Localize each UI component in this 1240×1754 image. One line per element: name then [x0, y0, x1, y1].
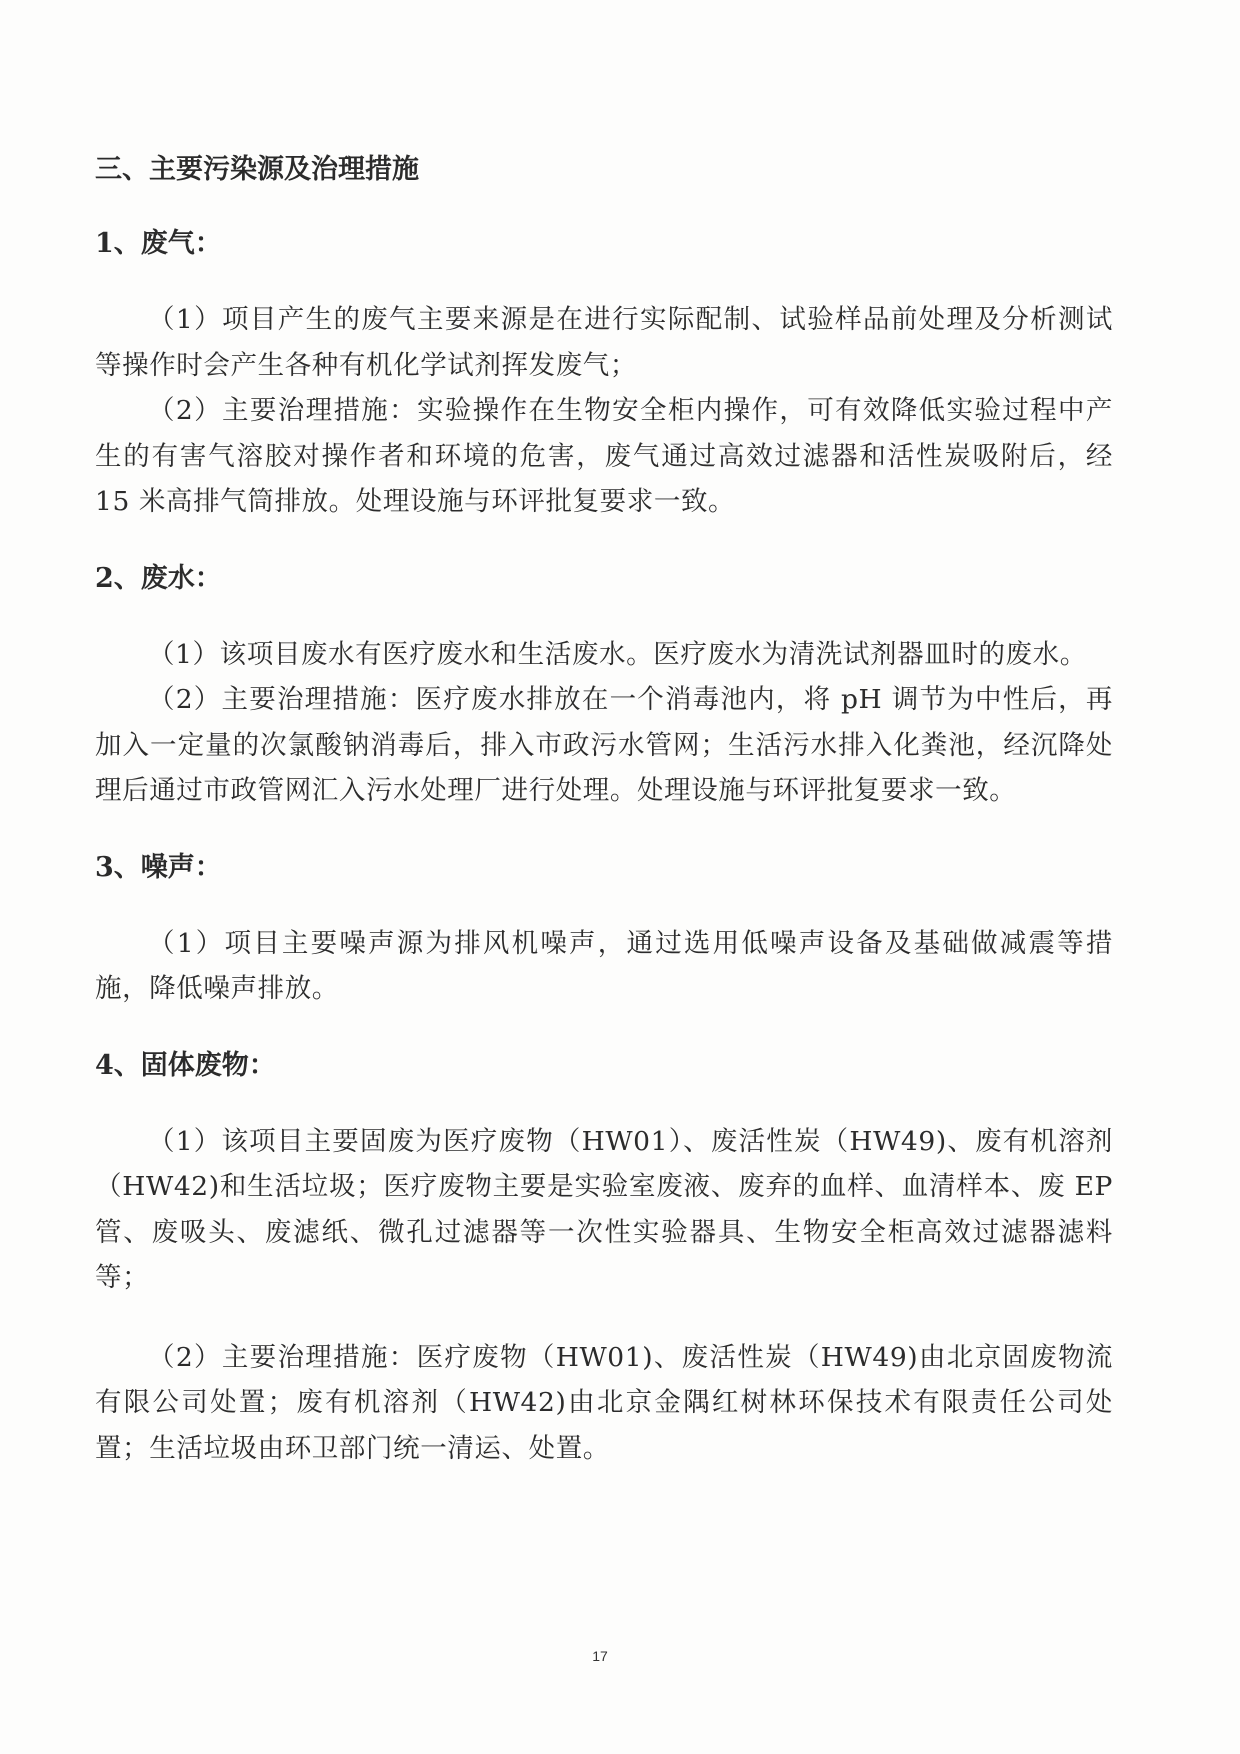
paragraph-solid-waste-measures: （2）主要治理措施：医疗废物（HW01)、废活性炭（HW49)由北京固废物流有限公司处置；废有机溶剂（HW42)由北京金隅红树林环保技术有限责任公司处置；生活垃圾由环卫部门统一清运、处置。	[95, 1341, 1113, 1464]
section-noise	[95, 848, 1113, 1012]
paragraph-waste-water-measures: （2）主要治理措施：医疗废水排放在一个消毒池内，将 pH 调节为中性后，再加入一定量的次氯酸钠消毒后，排入市政污水管网；生活污水排入化粪池，经沉降处理后通过市政管网汇入污水处理厂进行处理。处理设施与环评批复要求一致。	[95, 684, 1113, 806]
section-waste-water	[95, 559, 1113, 814]
paragraph-noise-measures: （1）项目主要噪声源为排风机噪声，通过选用低噪声设备及基础做减震等措施，降低噪声排放。	[95, 927, 1113, 1004]
section-title-waste-water: 2、废水：	[95, 562, 222, 594]
paragraph-waste-gas-source: （1）项目产生的废气主要来源是在进行实际配制、试验样品前处理及分析测试等操作时会产生各种有机化学试剂挥发废气；	[95, 304, 1113, 381]
paragraph-waste-water-source: （1）该项目废水有医疗废水和生活废水。医疗废水为清洗试剂器皿时的废水。	[148, 638, 1087, 670]
document-body	[95, 150, 1113, 1471]
page-number: 17	[592, 1648, 608, 1664]
section-title-noise: 3、噪声：	[95, 851, 222, 883]
paragraph-solid-waste-source: （1）该项目主要固废为医疗废物（HW01）、废活性炭（HW49)、废有机溶剂（HW42)和生活垃圾；医疗废物主要是实验室废液、废弃的血样、血清样本、废 EP 管、废吸头、废滤纸、微孔过滤器等一次性实验器具、生物安全柜高效过滤器滤料等；	[95, 1125, 1113, 1293]
section-title-solid-waste: 4、固体废物：	[95, 1049, 276, 1081]
section-waste-gas	[95, 224, 1113, 525]
main-heading: 三、主要污染源及治理措施	[95, 154, 419, 185]
paragraph-waste-gas-measures: （2）主要治理措施：实验操作在生物安全柜内操作，可有效降低实验过程中产生的有害气溶胶对操作者和环境的危害，废气通过高效过滤器和活性炭吸附后，经 15 米高排气筒排放。处理设施与环评批复要求一致。	[95, 395, 1113, 517]
section-title-waste-gas: 1、废气：	[95, 228, 222, 259]
section-solid-waste	[95, 1046, 1113, 1472]
